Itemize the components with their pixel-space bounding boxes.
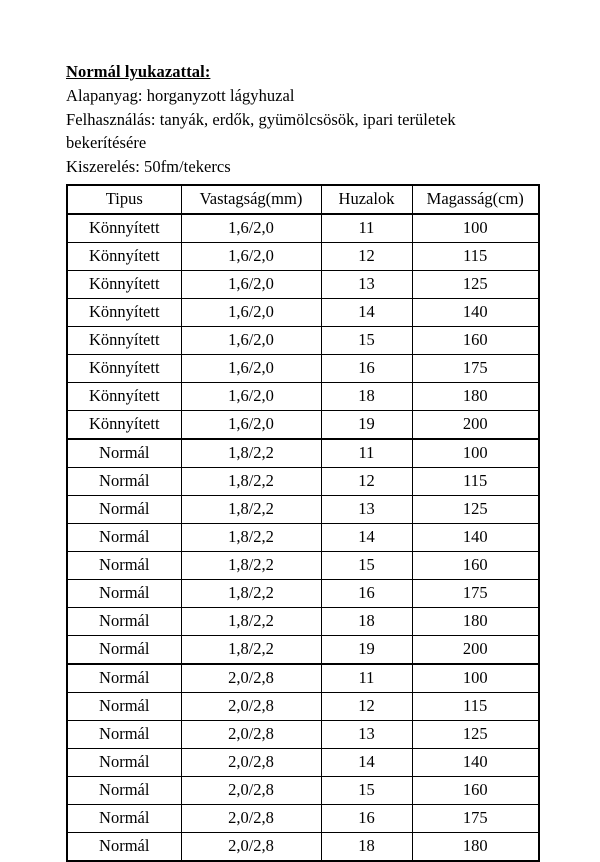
table-cell: Normál bbox=[67, 664, 181, 693]
table-cell: Normál bbox=[67, 439, 181, 468]
table-cell: 14 bbox=[321, 299, 412, 327]
table-cell: 125 bbox=[412, 496, 539, 524]
table-row bbox=[67, 271, 539, 299]
table-cell: Normál bbox=[67, 552, 181, 580]
table-cell: 175 bbox=[412, 355, 539, 383]
table-cell: 16 bbox=[321, 805, 412, 833]
table-row bbox=[67, 693, 539, 721]
table-cell: Normál bbox=[67, 777, 181, 805]
packaging-line: Kiszerelés: 50fm/tekercs bbox=[66, 156, 231, 176]
table-row bbox=[67, 411, 539, 440]
table-cell: 1,6/2,0 bbox=[181, 355, 321, 383]
table-cell: 13 bbox=[321, 271, 412, 299]
table-cell: 175 bbox=[412, 805, 539, 833]
table-cell: 16 bbox=[321, 580, 412, 608]
table-row bbox=[67, 636, 539, 665]
specification-table bbox=[66, 184, 540, 862]
table-cell: Normál bbox=[67, 496, 181, 524]
table-cell: 1,6/2,0 bbox=[181, 411, 321, 440]
table-cell: 2,0/2,8 bbox=[181, 664, 321, 693]
table-body bbox=[67, 214, 539, 861]
table-cell: 12 bbox=[321, 468, 412, 496]
table-row bbox=[67, 383, 539, 411]
table-row bbox=[67, 721, 539, 749]
table-row bbox=[67, 552, 539, 580]
table-cell: Normál bbox=[67, 693, 181, 721]
table-cell: 11 bbox=[321, 214, 412, 243]
table-cell: 2,0/2,8 bbox=[181, 833, 321, 862]
table-cell: 200 bbox=[412, 636, 539, 665]
table-cell: 1,6/2,0 bbox=[181, 299, 321, 327]
table-cell: 160 bbox=[412, 777, 539, 805]
table-cell: Könnyített bbox=[67, 355, 181, 383]
table-cell: 1,8/2,2 bbox=[181, 580, 321, 608]
table-cell: 100 bbox=[412, 214, 539, 243]
table-cell: 15 bbox=[321, 552, 412, 580]
table-cell: 115 bbox=[412, 693, 539, 721]
table-cell: 13 bbox=[321, 496, 412, 524]
table-cell: Könnyített bbox=[67, 327, 181, 355]
table-cell: Normál bbox=[67, 608, 181, 636]
table-cell: 1,8/2,2 bbox=[181, 496, 321, 524]
table-cell: Könnyített bbox=[67, 299, 181, 327]
table-row bbox=[67, 214, 539, 243]
table-row bbox=[67, 580, 539, 608]
table-cell: 11 bbox=[321, 664, 412, 693]
table-cell: 19 bbox=[321, 636, 412, 665]
table-cell: 180 bbox=[412, 383, 539, 411]
table-row bbox=[67, 777, 539, 805]
table-cell: 12 bbox=[321, 693, 412, 721]
table-cell: 160 bbox=[412, 552, 539, 580]
table-cell: Normál bbox=[67, 468, 181, 496]
column-header-wires: Huzalok bbox=[321, 185, 412, 214]
table-cell: 115 bbox=[412, 243, 539, 271]
table-row bbox=[67, 496, 539, 524]
table-cell: Könnyített bbox=[67, 243, 181, 271]
table-cell: 2,0/2,8 bbox=[181, 693, 321, 721]
table-cell: 100 bbox=[412, 664, 539, 693]
table-cell: 140 bbox=[412, 749, 539, 777]
usage-line: Felhasználás: tanyák, erdők, gyümölcsösök, ipari területek bekerítésére bbox=[66, 109, 456, 153]
table-cell: 1,8/2,2 bbox=[181, 439, 321, 468]
table-cell: 125 bbox=[412, 271, 539, 299]
table-cell: 140 bbox=[412, 524, 539, 552]
table-cell: 1,6/2,0 bbox=[181, 383, 321, 411]
table-row bbox=[67, 243, 539, 271]
table-cell: 1,6/2,0 bbox=[181, 327, 321, 355]
table-cell: 100 bbox=[412, 439, 539, 468]
table-cell: 18 bbox=[321, 383, 412, 411]
table-cell: 1,6/2,0 bbox=[181, 243, 321, 271]
table-cell: 125 bbox=[412, 721, 539, 749]
page-title: Normál lyukazattal: bbox=[66, 62, 211, 81]
table-cell: 160 bbox=[412, 327, 539, 355]
table-row bbox=[67, 439, 539, 468]
table-cell: Könnyített bbox=[67, 271, 181, 299]
table-cell: 12 bbox=[321, 243, 412, 271]
table-cell: 11 bbox=[321, 439, 412, 468]
column-header-type: Tipus bbox=[67, 185, 181, 214]
table-row bbox=[67, 524, 539, 552]
table-row bbox=[67, 299, 539, 327]
table-cell: Normál bbox=[67, 580, 181, 608]
table-cell: 1,6/2,0 bbox=[181, 271, 321, 299]
table-cell: Normál bbox=[67, 805, 181, 833]
table-row bbox=[67, 327, 539, 355]
table-row bbox=[67, 749, 539, 777]
table-cell: Normál bbox=[67, 833, 181, 862]
table-cell: Normál bbox=[67, 524, 181, 552]
table-header bbox=[67, 185, 539, 214]
table-header-row bbox=[67, 185, 539, 214]
table-cell: 2,0/2,8 bbox=[181, 805, 321, 833]
table-cell: 200 bbox=[412, 411, 539, 440]
table-cell: 13 bbox=[321, 721, 412, 749]
table-cell: 2,0/2,8 bbox=[181, 721, 321, 749]
table-cell: 16 bbox=[321, 355, 412, 383]
table-cell: 180 bbox=[412, 608, 539, 636]
table-cell: Könnyített bbox=[67, 214, 181, 243]
table-cell: 15 bbox=[321, 327, 412, 355]
table-cell: Normál bbox=[67, 636, 181, 665]
table-row bbox=[67, 468, 539, 496]
table-cell: 1,8/2,2 bbox=[181, 552, 321, 580]
table-cell: 1,8/2,2 bbox=[181, 468, 321, 496]
table-cell: 175 bbox=[412, 580, 539, 608]
table-cell: Normál bbox=[67, 721, 181, 749]
table-row bbox=[67, 664, 539, 693]
table-cell: 2,0/2,8 bbox=[181, 749, 321, 777]
table-cell: 14 bbox=[321, 749, 412, 777]
table-cell: 180 bbox=[412, 833, 539, 862]
table-cell: 1,8/2,2 bbox=[181, 636, 321, 665]
table-row bbox=[67, 355, 539, 383]
table-cell: 1,6/2,0 bbox=[181, 214, 321, 243]
table-cell: 1,8/2,2 bbox=[181, 608, 321, 636]
table-row bbox=[67, 805, 539, 833]
table-cell: 2,0/2,8 bbox=[181, 777, 321, 805]
table-cell: 14 bbox=[321, 524, 412, 552]
column-header-height: Magasság(cm) bbox=[412, 185, 539, 214]
table-cell: 19 bbox=[321, 411, 412, 440]
table-row bbox=[67, 608, 539, 636]
table-cell: 18 bbox=[321, 833, 412, 862]
table-cell: 115 bbox=[412, 468, 539, 496]
table-cell: 15 bbox=[321, 777, 412, 805]
table-cell: Könnyített bbox=[67, 411, 181, 440]
table-cell: 18 bbox=[321, 608, 412, 636]
column-header-thickness: Vastagság(mm) bbox=[181, 185, 321, 214]
table-cell: Könnyített bbox=[67, 383, 181, 411]
table-cell: 1,8/2,2 bbox=[181, 524, 321, 552]
table-cell: 140 bbox=[412, 299, 539, 327]
material-line: Alapanyag: horganyzott lágyhuzal bbox=[66, 86, 295, 106]
table-cell: Normál bbox=[67, 749, 181, 777]
